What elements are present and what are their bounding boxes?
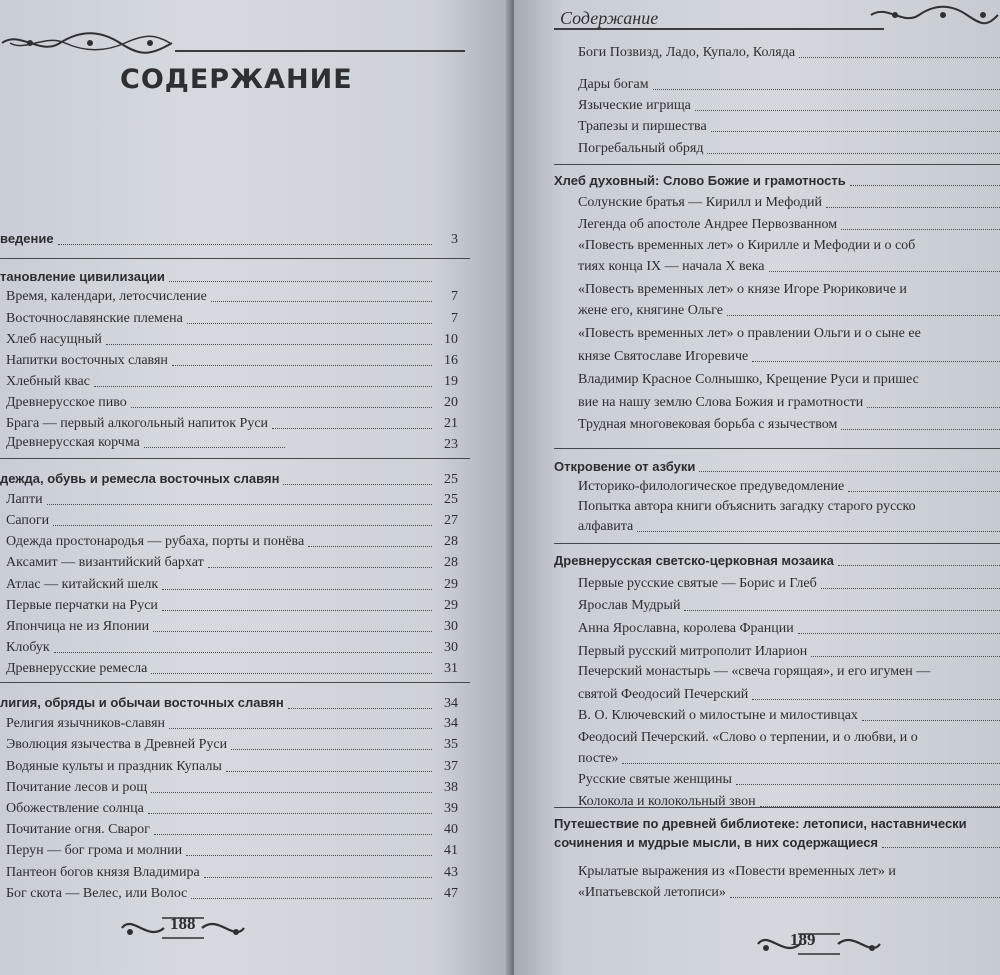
dot-leader bbox=[752, 361, 1000, 362]
toc-entry-title: Печерский монастырь — «свеча горящая», и его игумен — bbox=[578, 664, 931, 679]
dot-leader bbox=[151, 673, 432, 674]
toc-entry-title: Владимир Красное Солнышко, Крещение Руси и пришес bbox=[578, 372, 919, 387]
toc-entry-title: дежда, обувь и ремесла восточных славян bbox=[0, 471, 280, 486]
toc-entry[interactable] bbox=[6, 660, 458, 678]
toc-page-number: 43 bbox=[444, 865, 458, 880]
left-header-ornament-icon bbox=[0, 28, 175, 58]
toc-entry[interactable] bbox=[578, 575, 1000, 593]
dot-leader bbox=[622, 763, 1000, 764]
toc-entry-title: Древнерусское пиво bbox=[6, 395, 127, 410]
dot-leader bbox=[283, 484, 432, 485]
toc-entry[interactable] bbox=[578, 663, 1000, 681]
toc-entry[interactable] bbox=[6, 864, 458, 882]
toc-page-number: 34 bbox=[444, 716, 458, 731]
left-page-number: 188 bbox=[170, 914, 196, 933]
toc-entry-title: Одежда простонародья — рубаха, порты и понёва bbox=[6, 534, 305, 549]
toc-entry-title: алфавита bbox=[578, 519, 634, 534]
toc-entry[interactable] bbox=[6, 288, 458, 306]
toc-entry[interactable] bbox=[578, 394, 1000, 412]
dot-leader bbox=[162, 589, 432, 590]
toc-entry-title: «Ипатьевской летописи» bbox=[578, 885, 726, 900]
toc-entry-title: Языческие игрища bbox=[578, 98, 691, 113]
toc-entry[interactable] bbox=[6, 512, 458, 530]
dot-leader bbox=[153, 631, 432, 632]
toc-section-heading[interactable] bbox=[0, 230, 458, 249]
toc-entry[interactable] bbox=[578, 729, 1000, 747]
toc-entry[interactable] bbox=[578, 643, 1000, 661]
dot-leader bbox=[752, 699, 1000, 700]
toc-page-number: 23 bbox=[444, 437, 458, 452]
toc-section-heading[interactable] bbox=[554, 552, 1000, 570]
toc-entry-title: «Повесть временных лет» о правлении Ольги и о сыне ее bbox=[578, 326, 921, 341]
toc-entry-title: Откровение от азбуки bbox=[554, 459, 696, 474]
toc-entry-title: Древнерусская светско-церковная мозаика bbox=[554, 553, 834, 568]
toc-entry-title: В. О. Ключевский о милостыне и милостивцах bbox=[578, 708, 858, 723]
toc-entry[interactable] bbox=[578, 686, 1000, 704]
toc-entry-title: Брага — первый алкогольный напиток Руси bbox=[6, 416, 269, 431]
dot-leader bbox=[187, 323, 432, 324]
toc-entry[interactable] bbox=[6, 491, 458, 509]
toc-page-number: 34 bbox=[444, 696, 458, 711]
toc-entry[interactable] bbox=[578, 597, 1000, 615]
toc-page-number: 30 bbox=[444, 640, 458, 655]
toc-entry-title: Клобук bbox=[6, 640, 50, 655]
toc-entry-title: Атлас — китайский шелк bbox=[6, 577, 159, 592]
page-title: СОДЕРЖАНИЕ bbox=[120, 64, 353, 95]
dot-leader bbox=[131, 407, 432, 408]
toc-entry-title: Древнерусская корчма bbox=[6, 435, 140, 450]
toc-page-number: 40 bbox=[444, 822, 458, 837]
toc-entry-title: жене его, княгине Ольге bbox=[578, 303, 723, 318]
toc-entry-title: Сапоги bbox=[6, 513, 50, 528]
dot-leader bbox=[308, 546, 432, 547]
toc-page-number: 29 bbox=[444, 598, 458, 613]
dot-leader bbox=[760, 806, 1000, 807]
section-divider bbox=[0, 458, 470, 459]
toc-entry-title: Время, календари, летосчисление bbox=[6, 289, 207, 304]
dot-leader bbox=[850, 185, 1000, 186]
toc-entry-title: Анна Ярославна, королева Франции bbox=[578, 621, 794, 636]
toc-entry[interactable] bbox=[6, 800, 458, 818]
toc-entry-title: Япончица не из Японии bbox=[6, 619, 150, 634]
dot-leader bbox=[47, 504, 432, 505]
toc-entry-title: Трудная многовековая борьба с язычеством bbox=[578, 417, 838, 432]
toc-entry-title: Первые перчатки на Руси bbox=[6, 598, 158, 613]
toc-section-heading[interactable] bbox=[554, 834, 1000, 852]
section-divider bbox=[0, 682, 470, 683]
right-header-ornament-icon bbox=[869, 2, 1000, 28]
toc-entry-title: «Повесть временных лет» о князе Игоре Рюриковиче и bbox=[578, 282, 907, 297]
toc-page-number: 25 bbox=[444, 492, 458, 507]
toc-entry-title: Погребальный обряд bbox=[578, 141, 704, 156]
dot-leader bbox=[162, 610, 432, 611]
toc-entry[interactable] bbox=[6, 758, 458, 776]
toc-entry[interactable] bbox=[578, 325, 1000, 343]
toc-page-number: 20 bbox=[444, 395, 458, 410]
toc-entry[interactable] bbox=[6, 394, 458, 412]
dot-leader bbox=[848, 491, 1000, 492]
toc-entry-title: Колокола и колокольный звон bbox=[578, 794, 756, 809]
toc-page-number: 7 bbox=[451, 289, 458, 304]
toc-entry[interactable] bbox=[6, 597, 458, 615]
toc-entry-title: Почитание лесов и рощ bbox=[6, 780, 148, 795]
dot-leader bbox=[191, 898, 432, 899]
dot-leader bbox=[94, 386, 432, 387]
toc-page-number: 3 bbox=[451, 232, 458, 247]
toc-entry-title: «Повесть временных лет» о Кирилле и Мефодии и о соб bbox=[578, 238, 916, 253]
right-page-number: 189 bbox=[790, 930, 816, 949]
toc-page-number: 37 bbox=[444, 759, 458, 774]
toc-page-number: 21 bbox=[444, 416, 458, 431]
toc-entry-title: святой Феодосий Печерский bbox=[578, 687, 749, 702]
right-footer-ornament-icon bbox=[754, 926, 884, 962]
toc-page-number: 25 bbox=[444, 472, 458, 487]
toc-section-heading[interactable] bbox=[0, 268, 458, 286]
dot-leader bbox=[707, 153, 1000, 154]
dot-leader bbox=[730, 897, 1000, 898]
dot-leader bbox=[144, 447, 285, 448]
toc-entry[interactable] bbox=[578, 620, 1000, 638]
dot-leader bbox=[867, 407, 1000, 408]
toc-page-number: 31 bbox=[444, 661, 458, 676]
dot-leader bbox=[862, 720, 1000, 721]
toc-entry[interactable] bbox=[6, 639, 458, 657]
toc-page-number: 19 bbox=[444, 374, 458, 389]
toc-entry-title: Крылатые выражения из «Повести временных лет» и bbox=[578, 864, 896, 879]
toc-entry[interactable] bbox=[578, 478, 1000, 496]
dot-leader bbox=[211, 301, 432, 302]
toc-entry[interactable] bbox=[578, 216, 1000, 234]
toc-entry-title: тановление цивилизации bbox=[0, 269, 165, 284]
toc-entry[interactable] bbox=[578, 884, 1000, 902]
toc-page-number: 28 bbox=[444, 534, 458, 549]
toc-page-number: 7 bbox=[451, 311, 458, 326]
dot-leader bbox=[148, 813, 432, 814]
toc-entry[interactable] bbox=[6, 415, 458, 433]
toc-section-heading[interactable] bbox=[0, 470, 458, 489]
toc-page-number: 47 bbox=[444, 886, 458, 901]
toc-entry[interactable] bbox=[6, 576, 458, 594]
toc-entry[interactable] bbox=[578, 76, 1000, 94]
toc-entry-title: Первый русский митрополит Иларион bbox=[578, 644, 808, 659]
dot-leader bbox=[841, 229, 1000, 230]
dot-leader bbox=[821, 588, 1000, 589]
toc-entry[interactable] bbox=[578, 498, 1000, 516]
toc-entry-title: Восточнославянские племена bbox=[6, 311, 183, 326]
toc-entry-title: Бог скота — Велес, или Волос bbox=[6, 886, 188, 901]
toc-entry[interactable] bbox=[6, 885, 458, 903]
toc-entry-title: тиях конца IX — начала X века bbox=[578, 259, 765, 274]
section-divider bbox=[0, 258, 470, 259]
toc-section-heading[interactable] bbox=[554, 172, 1000, 190]
left-header-rule bbox=[175, 50, 465, 52]
toc-entry-title: лигия, обряды и обычаи восточных славян bbox=[0, 695, 284, 710]
toc-entry[interactable] bbox=[578, 750, 1000, 768]
dot-leader bbox=[272, 428, 432, 429]
toc-entry[interactable] bbox=[578, 793, 1000, 811]
dot-leader bbox=[838, 565, 1000, 566]
toc-entry[interactable] bbox=[6, 331, 458, 349]
toc-entry-title: Историко-филологическое предуведомление bbox=[578, 479, 845, 494]
toc-entry[interactable] bbox=[578, 707, 1000, 725]
dot-leader bbox=[799, 57, 1000, 58]
dot-leader bbox=[798, 633, 1000, 634]
toc-entry-title: Первые русские святые — Борис и Глеб bbox=[578, 576, 817, 591]
dot-leader bbox=[231, 749, 432, 750]
dot-leader bbox=[151, 792, 432, 793]
dot-leader bbox=[169, 728, 432, 729]
toc-page-number: 39 bbox=[444, 801, 458, 816]
dot-leader bbox=[106, 344, 432, 345]
toc-section-heading[interactable] bbox=[554, 458, 1000, 476]
toc-page-number: 35 bbox=[444, 737, 458, 752]
dot-leader bbox=[695, 110, 1000, 111]
toc-entry[interactable] bbox=[578, 44, 1000, 62]
toc-entry[interactable] bbox=[6, 736, 458, 754]
toc-entry[interactable] bbox=[578, 348, 1000, 366]
toc-entry-title: Эволюция язычества в Древней Руси bbox=[6, 737, 228, 752]
dot-leader bbox=[58, 244, 432, 245]
toc-entry-title: Водяные культы и праздник Купалы bbox=[6, 759, 222, 774]
toc-page-number: 38 bbox=[444, 780, 458, 795]
toc-entry[interactable] bbox=[6, 554, 458, 572]
section-divider bbox=[554, 164, 1000, 165]
toc-entry-title: Лапти bbox=[6, 492, 43, 507]
dot-leader bbox=[653, 89, 1000, 90]
toc-entry-title: посте» bbox=[578, 751, 619, 766]
toc-entry-title: Трапезы и пиршества bbox=[578, 119, 707, 134]
toc-entry[interactable] bbox=[6, 373, 458, 391]
toc-entry[interactable] bbox=[578, 194, 1000, 212]
toc-section-heading[interactable] bbox=[554, 815, 1000, 833]
toc-entry[interactable] bbox=[578, 281, 1000, 299]
dot-leader bbox=[226, 771, 432, 772]
toc-entry-title: Легенда об апостоле Андрее Первозванном bbox=[578, 217, 838, 232]
toc-entry[interactable] bbox=[578, 416, 1000, 434]
toc-entry-title: Феодосий Печерский. «Слово о терпении, и о любви, и о bbox=[578, 730, 918, 745]
section-divider bbox=[554, 448, 1000, 449]
toc-entry-title: Дары богам bbox=[578, 77, 649, 92]
toc-entry-title: Религия язычников-славян bbox=[6, 716, 166, 731]
toc-entry-title: Боги Позвизд, Ладо, Купало, Коляда bbox=[578, 45, 796, 60]
toc-entry[interactable] bbox=[578, 863, 1000, 881]
toc-page-number: 28 bbox=[444, 555, 458, 570]
dot-leader bbox=[208, 567, 432, 568]
toc-entry-title: Ярослав Мудрый bbox=[578, 598, 681, 613]
toc-entry[interactable] bbox=[6, 618, 458, 636]
toc-entry[interactable] bbox=[6, 842, 458, 860]
toc-entry-title: Хлеб насущный bbox=[6, 332, 102, 347]
dot-leader bbox=[186, 855, 432, 856]
dot-leader bbox=[769, 271, 1000, 272]
toc-entry-title: князе Святославе Игоревиче bbox=[578, 349, 749, 364]
toc-entry[interactable] bbox=[578, 371, 1000, 389]
toc-entry[interactable] bbox=[6, 352, 458, 370]
dot-leader bbox=[204, 877, 432, 878]
right-page bbox=[514, 0, 1000, 975]
dot-leader bbox=[711, 131, 1000, 132]
toc-entry[interactable] bbox=[578, 518, 1000, 536]
dot-leader bbox=[54, 652, 432, 653]
toc-entry-title: Солунские братья — Кирилл и Мефодий bbox=[578, 195, 822, 210]
toc-entry-title: Аксамит — византийский бархат bbox=[6, 555, 204, 570]
toc-entry[interactable] bbox=[6, 533, 458, 551]
toc-entry[interactable] bbox=[578, 302, 1000, 320]
toc-page-number: 10 bbox=[444, 332, 458, 347]
toc-entry[interactable] bbox=[578, 118, 1000, 136]
dot-leader bbox=[637, 531, 1000, 532]
toc-entry-title: Хлеб духовный: Слово Божие и грамотность bbox=[554, 173, 846, 188]
toc-entry[interactable] bbox=[578, 97, 1000, 115]
toc-entry[interactable] bbox=[578, 237, 1000, 255]
toc-page-number: 29 bbox=[444, 577, 458, 592]
toc-entry[interactable] bbox=[6, 821, 458, 839]
toc-entry-title: Попытка автора книги объяснить загадку старого русско bbox=[578, 499, 916, 514]
toc-entry-title: Русские святые женщины bbox=[578, 772, 732, 787]
toc-page-number: 27 bbox=[444, 513, 458, 528]
toc-entry[interactable] bbox=[6, 310, 458, 328]
toc-section-heading[interactable] bbox=[0, 694, 458, 713]
toc-entry-title: Обожествление солнца bbox=[6, 801, 144, 816]
toc-entry[interactable] bbox=[578, 258, 1000, 276]
dot-leader bbox=[699, 471, 1000, 472]
toc-entry-title: Пантеон богов князя Владимира bbox=[6, 865, 200, 880]
dot-leader bbox=[727, 315, 1000, 316]
toc-entry-title: Напитки восточных славян bbox=[6, 353, 168, 368]
toc-entry-title: Древнерусские ремесла bbox=[6, 661, 148, 676]
dot-leader bbox=[882, 847, 1000, 848]
dot-leader bbox=[736, 784, 1000, 785]
dot-leader bbox=[169, 281, 432, 282]
toc-entry-title: ведение bbox=[0, 231, 54, 246]
toc-page-number: 16 bbox=[444, 353, 458, 368]
toc-entry-title: Путешествие по древней библиотеке: летописи, наставнически bbox=[554, 816, 967, 831]
toc-entry-title: сочинения и мудрые мысли, в них содержащиеся bbox=[554, 835, 879, 850]
toc-entry[interactable] bbox=[6, 715, 458, 733]
dot-leader bbox=[684, 610, 1000, 611]
toc-entry[interactable] bbox=[578, 140, 1000, 158]
toc-entry-title: Перун — бог грома и молнии bbox=[6, 843, 183, 858]
section-divider bbox=[554, 543, 1000, 544]
dot-leader bbox=[811, 656, 1000, 657]
dot-leader bbox=[288, 708, 432, 709]
dot-leader bbox=[53, 525, 432, 526]
toc-entry[interactable] bbox=[578, 771, 1000, 789]
dot-leader bbox=[154, 834, 432, 835]
toc-page-number: 41 bbox=[444, 843, 458, 858]
toc-entry-title: вие на нашу землю Слова Божия и грамотности bbox=[578, 395, 864, 410]
dot-leader bbox=[172, 365, 432, 366]
running-head: Содержание bbox=[560, 8, 659, 28]
toc-entry[interactable] bbox=[6, 434, 311, 452]
dot-leader bbox=[841, 429, 1000, 430]
toc-entry-title: Почитание огня. Сварог bbox=[6, 822, 150, 837]
toc-page-number: 30 bbox=[444, 619, 458, 634]
toc-entry[interactable] bbox=[6, 779, 458, 797]
dot-leader bbox=[826, 207, 1000, 208]
toc-entry-title: Хлебный квас bbox=[6, 374, 90, 389]
